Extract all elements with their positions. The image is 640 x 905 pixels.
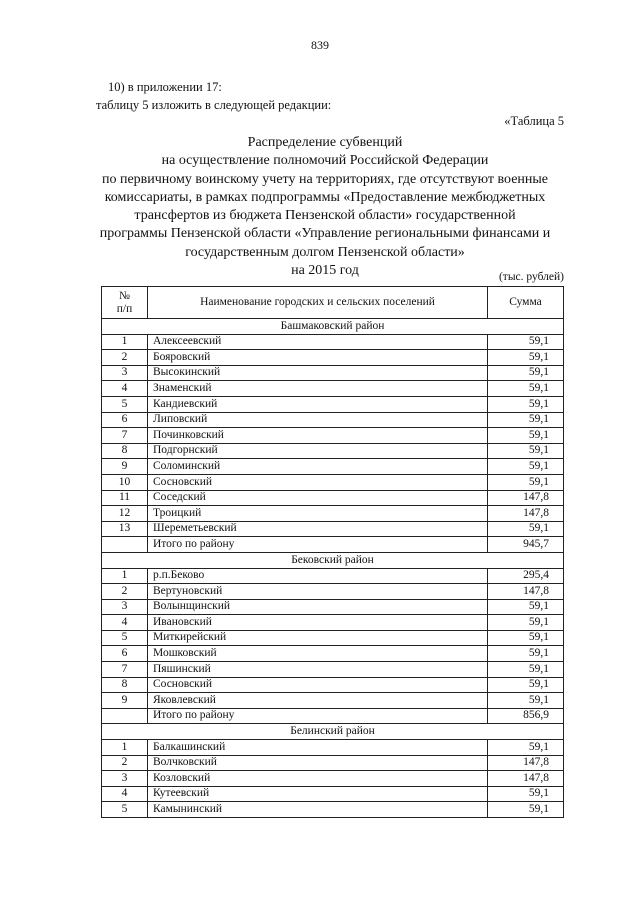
row-number: 3 [102,771,148,787]
settlement-name: Липовский [148,412,488,428]
settlement-name: Камынинский [148,802,488,818]
table-row [102,506,564,522]
row-number: 7 [102,428,148,444]
intro-line-2: таблицу 5 изложить в следующей редакции: [96,98,332,112]
table-row [102,584,564,600]
row-sum: 59,1 [488,474,564,490]
settlement-name: Кандиевский [148,396,488,412]
row-sum: 147,8 [488,506,564,522]
row-number: 3 [102,599,148,615]
table-row [102,771,564,787]
row-sum: 59,1 [488,677,564,693]
header-name: Наименование городских и сельских поселений [148,287,488,319]
row-sum: 59,1 [488,334,564,350]
table-row [102,802,564,818]
district-name: Белинский район [102,724,564,740]
page-number: 839 [311,38,329,52]
table-body [102,319,564,818]
table-row [102,615,564,631]
settlement-name: Бояровский [148,350,488,366]
table-row [102,334,564,350]
row-sum: 59,1 [488,396,564,412]
total-empty-cell [102,708,148,724]
district-name: Бековский район [102,552,564,568]
row-sum: 59,1 [488,599,564,615]
table-row [102,677,564,693]
row-number: 5 [102,396,148,412]
row-sum: 59,1 [488,615,564,631]
subvention-table [101,286,564,818]
row-sum: 147,8 [488,755,564,771]
row-sum: 59,1 [488,802,564,818]
row-sum: 59,1 [488,646,564,662]
row-sum: 59,1 [488,350,564,366]
table-row [102,381,564,397]
header-number-line1: № [119,289,130,302]
row-number: 4 [102,786,148,802]
row-sum: 59,1 [488,365,564,381]
table-row [102,443,564,459]
settlement-name: Соседский [148,490,488,506]
row-sum: 59,1 [488,459,564,475]
document-title [70,134,580,280]
title-line: по первичному воинскому учету на территориях, где отсутствуют военные [101,171,549,187]
settlement-name: Высокинский [148,365,488,381]
title-line: на 2015 год [291,263,359,279]
table-row [102,474,564,490]
district-row [102,319,564,335]
district-name: Башмаковский район [102,319,564,335]
row-sum: 59,1 [488,740,564,756]
table-row [102,428,564,444]
settlement-name: Волынщинский [148,599,488,615]
settlement-name: Подгорнский [148,443,488,459]
settlement-name: Мошковский [148,646,488,662]
row-number: 9 [102,693,148,709]
total-sum: 856,9 [488,708,564,724]
settlement-name: Миткирейский [148,630,488,646]
table-row [102,568,564,584]
table-row [102,786,564,802]
row-sum: 147,8 [488,490,564,506]
row-sum: 59,1 [488,412,564,428]
table-header-row [102,287,564,319]
row-number: 3 [102,365,148,381]
row-number: 5 [102,802,148,818]
table-reference: «Таблица 5 [504,114,564,128]
row-sum: 59,1 [488,662,564,678]
row-number: 1 [102,568,148,584]
district-total-row [102,708,564,724]
row-sum: 147,8 [488,771,564,787]
row-number: 12 [102,506,148,522]
row-sum: 147,8 [488,584,564,600]
settlement-name: Починковский [148,428,488,444]
row-sum: 59,1 [488,381,564,397]
row-sum: 59,1 [488,630,564,646]
row-number: 1 [102,740,148,756]
title-line: программы Пензенской области «Управление региональными финансами и [99,226,551,242]
table-row [102,646,564,662]
settlement-name: Яковлевский [148,693,488,709]
row-number: 8 [102,677,148,693]
row-number: 11 [102,490,148,506]
table-row [102,755,564,771]
row-sum: 59,1 [488,443,564,459]
settlement-name: Балкашинский [148,740,488,756]
table-row [102,662,564,678]
title-line: Распределение субвенций [247,135,403,150]
settlement-name: р.п.Беково [148,568,488,584]
total-label: Итого по району [148,537,488,553]
table-row [102,740,564,756]
title-line: на осуществление полномочий Российской Федерации [161,153,489,169]
header-number [102,287,148,319]
table-row [102,630,564,646]
header-number-line2: п/п [116,302,133,315]
settlement-name: Козловский [148,771,488,787]
row-number: 5 [102,630,148,646]
table-row [102,459,564,475]
settlement-name: Алексеевский [148,334,488,350]
title-line: трансфертов из бюджета Пензенской области» государственной [134,208,516,224]
units-label: (тыс. рублей) [498,271,564,283]
settlement-name: Волчковский [148,755,488,771]
table-row [102,490,564,506]
row-number: 4 [102,381,148,397]
settlement-name: Троицкий [148,506,488,522]
row-number: 2 [102,584,148,600]
settlement-name: Кутеевский [148,786,488,802]
settlement-name: Ивановский [148,615,488,631]
table-row [102,412,564,428]
row-number: 9 [102,459,148,475]
settlement-name: Пяшинский [148,662,488,678]
settlement-name: Вертуновский [148,584,488,600]
total-label: Итого по району [148,708,488,724]
district-total-row [102,537,564,553]
row-number: 4 [102,615,148,631]
title-line: государственным долгом Пензенской области» [185,244,465,260]
district-row [102,552,564,568]
settlement-name: Соломинский [148,459,488,475]
table-row [102,365,564,381]
total-empty-cell [102,537,148,553]
table-row [102,693,564,709]
row-number: 8 [102,443,148,459]
row-sum: 59,1 [488,693,564,709]
table-row [102,396,564,412]
row-number: 6 [102,412,148,428]
title-line: комиссариаты, в рамках подпрограммы «Предоставление межбюджетных [104,189,546,205]
intro-line-1: 10) в приложении 17: [108,80,222,94]
table-row [102,521,564,537]
row-sum: 59,1 [488,521,564,537]
row-sum: 295,4 [488,568,564,584]
district-row [102,724,564,740]
row-number: 2 [102,755,148,771]
row-number: 1 [102,334,148,350]
settlement-name: Шереметьевский [148,521,488,537]
settlement-name: Сосновский [148,474,488,490]
header-sum: Сумма [488,287,564,319]
row-sum: 59,1 [488,428,564,444]
row-sum: 59,1 [488,786,564,802]
table-row [102,350,564,366]
total-sum: 945,7 [488,537,564,553]
table-row [102,599,564,615]
settlement-name: Сосновский [148,677,488,693]
row-number: 13 [102,521,148,537]
row-number: 10 [102,474,148,490]
row-number: 7 [102,662,148,678]
settlement-name: Знаменский [148,381,488,397]
row-number: 2 [102,350,148,366]
row-number: 6 [102,646,148,662]
